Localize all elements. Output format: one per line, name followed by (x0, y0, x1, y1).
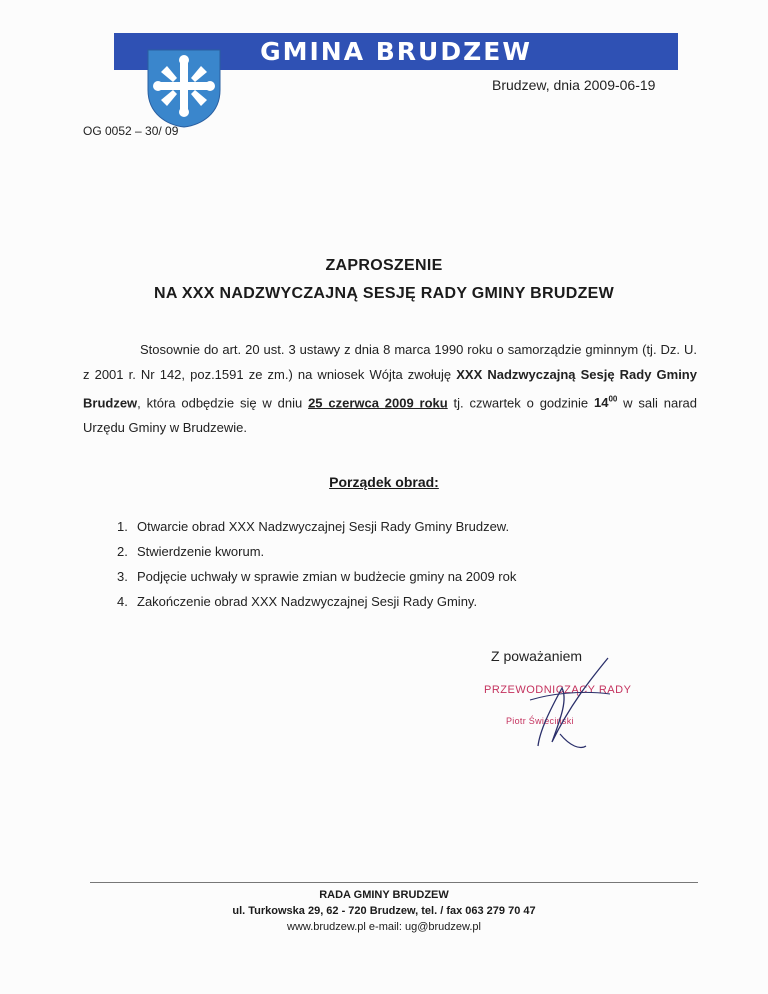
stamp-title: PRZEWODNICZĄCY RADY (484, 684, 632, 696)
footer-divider (90, 882, 698, 883)
signature-icon (490, 650, 630, 760)
body-text: tj. czwartek o godzinie (447, 395, 594, 411)
session-name: XXX Nadzwyczajną Sesję Rady Gminy Brudzew (83, 367, 697, 411)
footer-address: ul. Turkowska 29, 62 - 720 Brudzew, tel. / fax 063 279 70 47 (232, 905, 536, 917)
stamp-name: Piotr Świeciński (506, 716, 574, 726)
agenda-item: 2. Stwierdzenie kworum. (117, 544, 265, 559)
reference-number: OG 0052 – 30/ 09 (83, 124, 179, 138)
agenda-item: 1. Otwarcie obrad XXX Nadzwyczajnej Sesji Rady Gminy Brudzew. (117, 519, 510, 534)
agenda-item: 3. Podjęcie uchwały w sprawie zmian w budżecie gminy na 2009 rok (117, 569, 517, 584)
footer (0, 887, 768, 935)
body-text: Stosownie do art. 20 ust. 3 ustawy z dnia 8 marca 1990 roku o samorządzie gminnym (tj. Dz. U. z 2001 r. Nr 142, poz.1591 ze zm.) na wniosek Wójta zwołuję (83, 342, 697, 382)
body-text: w sali narad Urzędu Gminy w Brudzewie. (83, 395, 697, 436)
invitation-subtitle: NA XXX NADZWYCZAJNĄ SESJĘ RADY GMINY BRUDZEW (153, 285, 615, 302)
letter-date: Brudzew, dnia 2009-06-19 (492, 77, 656, 93)
session-date: 25 czerwca 2009 roku (308, 395, 448, 411)
footer-org: RADA GMINY BRUDZEW (319, 889, 449, 901)
agenda-list (117, 514, 516, 614)
body-text: , która odbędzie się w dniu (137, 395, 309, 411)
footer-contact: www.brudzew.pl e-mail: ug@brudzew.pl (287, 921, 481, 933)
coat-of-arms-icon (145, 48, 223, 128)
agenda-item: 4. Zakończenie obrad XXX Nadzwyczajnej Sesji Rady Gminy. (117, 594, 478, 609)
session-hour: $14^{00}$ (593, 395, 618, 411)
closing-phrase: Z poważaniem (491, 648, 583, 664)
header-banner: GMINA BRUDZEW (114, 33, 678, 70)
body-paragraph (83, 337, 697, 440)
letter-body (83, 337, 697, 440)
agenda-title: Porządek obrad: (329, 474, 439, 490)
invitation-title: ZAPROSZENIE (325, 257, 443, 274)
